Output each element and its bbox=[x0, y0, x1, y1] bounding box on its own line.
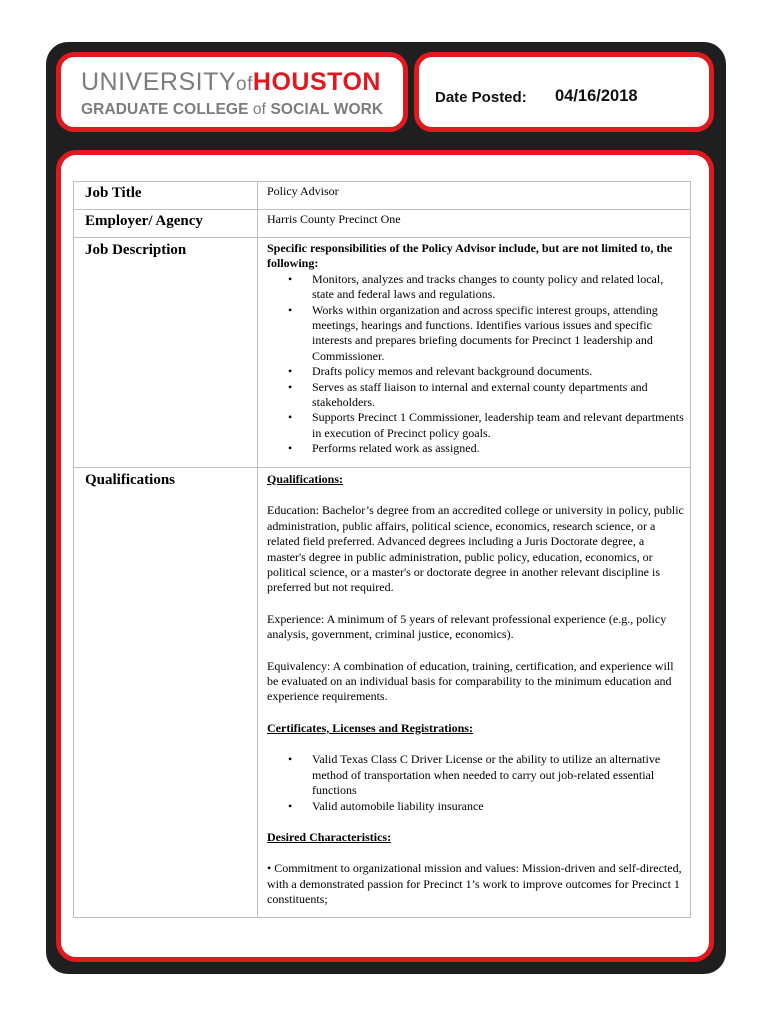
column-divider bbox=[257, 182, 258, 917]
row-divider bbox=[74, 467, 690, 468]
list-item: • Drafts policy memos and relevant background documents. bbox=[267, 364, 685, 379]
employer-value: Harris County Precinct One bbox=[267, 212, 401, 226]
university-logo: UNIVERSITYofHOUSTON bbox=[81, 68, 381, 96]
qualifications-value bbox=[267, 472, 685, 908]
job-description-value bbox=[267, 241, 685, 457]
desired-text: • Commitment to organizational mission and values: Mission-driven and self-directed, with a demonstrated passion for Precinct 1’s work to improve outcomes for Precinct 1 constituents; bbox=[267, 861, 682, 907]
desired-heading: Desired Characteristics: bbox=[267, 829, 392, 844]
certificates-heading: Certificates, Licenses and Registrations: bbox=[267, 720, 473, 735]
date-posted-label: Date Posted: bbox=[435, 89, 527, 106]
description-intro: Specific responsibilities of the Policy Advisor include, but are not limited to, the following: bbox=[267, 241, 673, 271]
experience-text: Experience: A minimum of 5 years of relevant professional experience (e.g., policy analysis, government, criminal justice, economics). bbox=[267, 611, 667, 642]
row-divider bbox=[74, 209, 690, 210]
qualifications-label: Qualifications bbox=[85, 472, 176, 488]
list-item: • Serves as staff liaison to internal and external county departments and stakeholders. bbox=[267, 380, 685, 411]
equivalency-text: Equivalency: A combination of education, training, certification, and experience will be evaluated on an individual basis for comparability to the minimum education and experience requirements. bbox=[267, 658, 674, 704]
list-item: • Works within organization and across specific interest groups, attending meetings, hearings and functions. Identifies various issues and specific interests and prepares briefing documents for Precinct 1 leadership and Commissioner. bbox=[267, 303, 685, 365]
date-panel bbox=[414, 52, 714, 132]
date-posted-value: 04/16/2018 bbox=[555, 87, 638, 105]
job-title-value: Policy Advisor bbox=[267, 184, 339, 198]
job-title-label: Job Title bbox=[85, 185, 142, 201]
list-item: • Supports Precinct 1 Commissioner, leadership team and relevant departments in execution of Precinct policy goals. bbox=[267, 410, 685, 441]
job-description-label: Job Description bbox=[85, 242, 187, 258]
list-item: • Performs related work as assigned. bbox=[267, 441, 685, 456]
qualifications-heading: Qualifications: bbox=[267, 472, 344, 486]
college-name: GRADUATE COLLEGE of SOCIAL WORK bbox=[81, 101, 384, 118]
list-item: • Monitors, analyzes and tracks changes to county policy and related local, state and federal laws and regulations. bbox=[267, 272, 685, 303]
list-item: • Valid automobile liability insurance bbox=[267, 799, 685, 814]
certificates-list bbox=[267, 752, 685, 814]
employer-label: Employer/ Agency bbox=[85, 213, 203, 229]
job-details-table bbox=[73, 181, 691, 918]
list-item: • Valid Texas Class C Driver License or the ability to utilize an alternative method of transportation when needed to carry out job-related essential functions bbox=[267, 752, 685, 798]
responsibilities-list bbox=[267, 272, 685, 457]
row-divider bbox=[74, 237, 690, 238]
logo-panel bbox=[56, 52, 408, 132]
education-text: Education: Bachelor’s degree from an accredited college or university in policy, public administration, public affairs, political science, economics, research science, or a related field preferred. Advanced degrees including a Juris Doctorate degree, a master's degree in public administration, public policy, education, economics, or political science, or a master's or doctorate degree in another relevant discipline is preferred but not required. bbox=[267, 503, 684, 595]
